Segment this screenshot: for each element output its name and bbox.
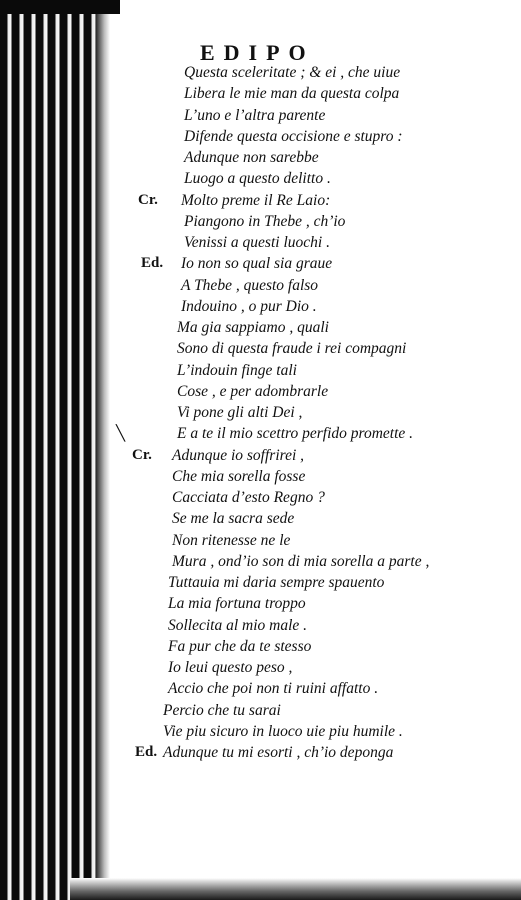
verse-text-line: Percio che tu sarai	[163, 701, 281, 719]
verse-line	[0, 360, 521, 381]
verse-line	[0, 211, 521, 232]
verse-text-line: Se me la sacra sede	[172, 510, 295, 528]
verse-text-line: Molto preme il Re Laio:	[181, 191, 331, 209]
verse-text-line: Adunque io soffrirei ,	[172, 446, 305, 464]
verse-line	[0, 423, 521, 444]
verse-text	[0, 62, 521, 763]
verse-text-line: La mia fortuna troppo	[168, 595, 306, 613]
verse-line	[0, 381, 521, 402]
verse-line	[0, 296, 521, 317]
verse-line	[0, 508, 521, 529]
verse-line	[0, 678, 521, 699]
verse-line	[0, 83, 521, 104]
verse-line	[0, 105, 521, 126]
speaker-label: Ed.	[141, 255, 164, 272]
verse-text-line: Fa pur che da te stesso	[168, 637, 312, 655]
running-head: EDIPO	[200, 40, 315, 65]
verse-line	[0, 615, 521, 636]
verse-line	[0, 126, 521, 147]
verse-text-line: Venissi a questi luochi .	[184, 234, 330, 251]
speaker-label: Ed.	[135, 744, 158, 760]
page-bottom-edge	[70, 878, 521, 900]
verse-line	[0, 700, 521, 721]
verse-line	[0, 338, 521, 359]
verse-line	[0, 742, 521, 763]
verse-line	[0, 317, 521, 338]
verse-line	[0, 636, 521, 657]
verse-text-line: Piangono in Thebe , ch’io	[184, 212, 346, 230]
verse-text-line: Libera le mie man da questa colpa	[184, 85, 400, 103]
verse-text-line: L’uno e l’altra parente	[184, 106, 326, 124]
verse-line	[0, 62, 521, 83]
verse-text-line: Sollecita al mio male .	[168, 616, 308, 634]
verse-line	[0, 402, 521, 423]
verse-line	[0, 593, 521, 614]
verse-text-line: A Thebe , questo falso	[181, 276, 319, 294]
verse-text-line: Cose , e per adombrarle	[177, 382, 329, 400]
verse-line	[0, 657, 521, 678]
verse-text-line: Adunque tu mi esorti , ch’io deponga	[163, 744, 394, 761]
verse-line	[0, 466, 521, 487]
verse-text-line: Che mia sorella fosse	[172, 467, 306, 485]
verse-text-line: Ma gia sappiamo , quali	[177, 319, 329, 336]
verse-line	[0, 445, 521, 466]
verse-text-line: Luogo a questo delitto .	[184, 170, 331, 188]
verse-text-line: Accio che poi non ti ruini affatto .	[168, 680, 379, 698]
verse-line	[0, 232, 521, 253]
verse-line	[0, 253, 521, 274]
verse-text-line: Tuttauia mi daria sempre spauento	[168, 574, 385, 591]
verse-text-line: Indouino , o pur Dio .	[181, 297, 317, 315]
verse-text-line: Vi pone gli alti Dei ,	[177, 404, 303, 421]
binding-top-edge	[0, 0, 120, 14]
verse-line	[0, 721, 521, 742]
verse-text-line: Io non so qual sia graue	[181, 255, 333, 273]
verse-line	[0, 190, 521, 211]
verse-text-line: Questa sceleritate ; & ei , che uiue	[184, 64, 401, 81]
verse-line	[0, 275, 521, 296]
speaker-label: Cr.	[132, 446, 152, 463]
verse-text-line: Non ritenesse ne le	[172, 531, 291, 549]
verse-text-line: Cacciata d’esto Regno ?	[172, 489, 325, 506]
verse-text-line: Io leui questo peso ,	[168, 659, 293, 676]
verse-text-line: Vie piu sicuro in luoco uie piu humile .	[163, 722, 403, 740]
verse-text-line: Sono di questa fraude i rei compagni	[177, 340, 407, 358]
verse-text-line: L’indouin finge tali	[177, 361, 297, 379]
verse-line	[0, 487, 521, 508]
verse-line	[0, 551, 521, 572]
verse-text-line: Mura , ond’io son di mia sorella a parte ,	[172, 552, 430, 570]
verse-text-line: Difende questa occisione e stupro :	[184, 127, 403, 145]
verse-line	[0, 147, 521, 168]
verse-line	[0, 530, 521, 551]
verse-line	[0, 168, 521, 189]
margin-mark: ╲	[116, 426, 126, 442]
verse-line	[0, 572, 521, 593]
verse-text-line: E a te il mio scettro perfido promette .	[177, 425, 414, 443]
speaker-label: Cr.	[138, 191, 158, 208]
verse-text-line: Adunque non sarebbe	[184, 149, 319, 166]
